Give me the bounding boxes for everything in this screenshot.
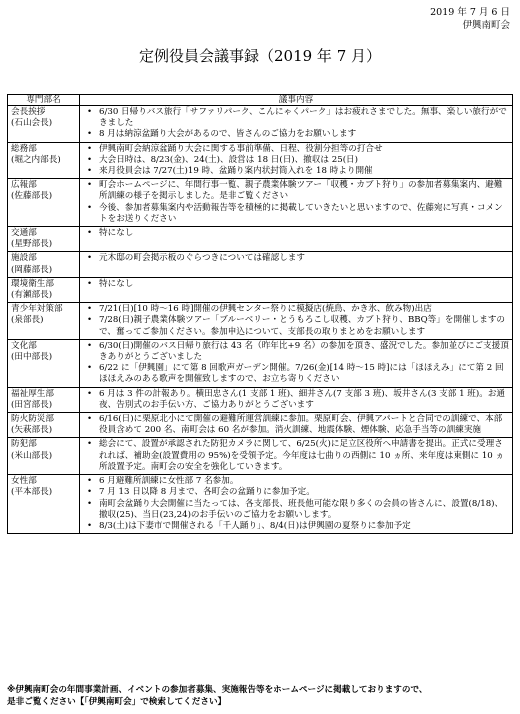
- department-head: (岡藤部長): [11, 264, 53, 275]
- department-name: 環境衛生部: [11, 278, 54, 289]
- department-cell: [8, 387, 80, 412]
- agenda-item: • 6/30 日帰りバス旅行「サファリパーク、こんにゃくパーク」はお疲れさまでした。無事、楽しい旅行ができました: [83, 107, 509, 129]
- department-head: (米山部長): [11, 450, 53, 461]
- agenda-item: • 大会日時は、8/23(金)、24(土)、設営は 18 日(日)、撤収は 25(日): [83, 155, 509, 166]
- agenda-item-list: [83, 476, 509, 532]
- department-name: 青少年対策部: [11, 304, 63, 315]
- agenda-item: • 町会ホームページに、年間行事一覧、親子農業体験ツアー「収穫・カブト狩り」の参加者募集案内、避難所訓練の様子を掲示しました。是非ご覧ください: [83, 180, 509, 202]
- table-row: [8, 106, 513, 143]
- department-name: 防犯部: [11, 439, 37, 450]
- agenda-item: • 7/28(日)親子農業体験ツアー「ブルーベリー・とうもろこし収穫、カブト狩り、BBQ等」を開催しますので、奮ってご参加ください。参加申込について、支部長の取りまとめをお願いします: [83, 315, 509, 337]
- agenda-item: • 今後、参加者募集案内や活動報告等を積極的に掲載していきたいと思いますので、佐藤宛に写真・コメントをお送りください: [83, 203, 509, 225]
- department-head: (平本部長): [11, 487, 53, 498]
- department-head: (堀之内部長): [11, 154, 61, 165]
- table-row: [8, 277, 513, 302]
- department-head: (佐藤部長): [11, 191, 53, 202]
- column-header-department: 専門部名: [8, 95, 80, 106]
- footer-note-line-2: 是非ご覧ください【「伊興南町会」で検索してください】: [7, 697, 227, 707]
- agenda-item: • 7 月 13 日以降 8 月まで、各町会の盆踊りに参加予定。: [83, 487, 509, 498]
- agenda-item-list: [83, 389, 509, 411]
- agenda-item: • 特になし: [83, 279, 509, 290]
- department-cell: [8, 339, 80, 387]
- document-header: [430, 6, 510, 32]
- department-name: 会長挨拶: [11, 107, 46, 117]
- table-row: [8, 227, 513, 252]
- department-head: (石山会長): [11, 118, 53, 129]
- agenda-item: • 8/3(土)は下妻市で開催される「千人踊り」、8/4(日)は伊興園の夏祭りに参加予定: [83, 521, 509, 532]
- department-cell: [8, 252, 80, 277]
- agenda-item-list: [83, 414, 509, 436]
- department-name: 総務部: [11, 143, 37, 154]
- agenda-content-cell: [80, 179, 513, 227]
- agenda-content-cell: [80, 106, 513, 143]
- agenda-content-cell: [80, 252, 513, 277]
- department-cell: [8, 179, 80, 227]
- department-head: (泉部長): [11, 315, 44, 326]
- department-head: (田宮部長): [11, 399, 53, 410]
- agenda-item: • 7/21(日)[10 時～16 時]開催の伊興センター祭りに模擬店(焼鳥、かき氷、飲み物)出店: [83, 304, 509, 315]
- department-head: (星野部長): [11, 239, 53, 250]
- agenda-item-list: [83, 228, 509, 239]
- table-header-row: [8, 95, 513, 106]
- department-cell: [8, 413, 80, 438]
- agenda-item-list: [83, 144, 509, 178]
- department-name: 広報部: [11, 180, 37, 191]
- department-cell: [8, 106, 80, 143]
- organization-name: 伊興南町会: [462, 20, 510, 31]
- table-row: [8, 438, 513, 475]
- agenda-item: • 8 月は納涼盆踊り大会があるので、皆さんのご協力をお願いします: [83, 129, 509, 140]
- agenda-content-cell: [80, 339, 513, 387]
- agenda-content-cell: [80, 227, 513, 252]
- column-header-content: 議事内容: [80, 95, 513, 106]
- department-cell: [8, 438, 80, 475]
- agenda-item-list: [83, 253, 509, 264]
- footer-note: [7, 684, 513, 708]
- agenda-item: • 南町会盆踊り大会開催に当たっては、各支部長、班長他可能な限り多くの会員の皆さんに、設置(8/18)、撤収(25)、当日(23,24)のお手伝いのご協力をお願いします。: [83, 499, 509, 521]
- department-cell: [8, 303, 80, 340]
- agenda-item: • 来月役員会は 7/27(土)19 時、盆踊り案内状封筒入れを 18 時より開催: [83, 166, 509, 177]
- department-name: 文化部: [11, 340, 37, 351]
- agenda-item: • 6/22 に「伊興園」にて第 8 回歌声ガーデン開催。7/26(金)[14 時～15 時]には「ほほえみ」にて第 2 回ほほえみのある歌声を開催致しますので、お立ち寄りください: [83, 363, 509, 385]
- department-cell: [8, 277, 80, 302]
- department-cell: [8, 475, 80, 534]
- agenda-item-list: [83, 304, 509, 338]
- agenda-content-cell: [80, 387, 513, 412]
- agenda-content-cell: [80, 142, 513, 179]
- table-row: [8, 413, 513, 438]
- department-name: 施設部: [11, 253, 37, 264]
- agenda-item: • 元木邸の町会掲示板のぐらつきについては確認します: [83, 253, 509, 264]
- department-name: 女性部: [11, 476, 37, 487]
- table-row: [8, 339, 513, 387]
- agenda-item: • 特になし: [83, 228, 509, 239]
- agenda-item-list: [83, 439, 509, 473]
- department-head: (有瀬部長): [11, 290, 53, 301]
- department-name: 防火防災部: [11, 414, 54, 425]
- document-date: 2019 年 7 月 6 日: [430, 7, 510, 18]
- agenda-item: • 6 月避難所訓練に女性部 7 名参加。: [83, 476, 509, 487]
- table-row: [8, 387, 513, 412]
- agenda-item: • 6/30(日)開催のバス日帰り旅行は 43 名（昨年比+9 名）の参加を頂き、盛況でした。参加並びにご支援頂きありがとうございました: [83, 341, 509, 363]
- agenda-item-list: [83, 107, 509, 141]
- table-row: [8, 142, 513, 179]
- agenda-item: • 伊興南町会納涼盆踊り大会に関する事前準備、日程、役割分担等の打合せ: [83, 144, 509, 155]
- agenda-item: • 総会にて、設置が承認された防犯カメラに関して、6/25(火)に足立区役所へ申請書を提出。正式に受理されれば、補助金(設置費用の 95%)を受領予定。今年度は七曲りの西側に 10 ヵ所、来年度は東側に 10 ヵ所設置予定。南町会の安全を強化していきます。: [83, 439, 509, 473]
- department-cell: [8, 227, 80, 252]
- agenda-item-list: [83, 341, 509, 386]
- agenda-item: • 6/16(日)に栗原北小にて開催の避難所運営訓練に参加。栗原町会、伊興アパートと合同での訓練で、本部役員含めて 200 名、南町会は 60 名が参加。消火訓練、地震体験、煙体験、応急手当等の訓練実施: [83, 414, 509, 436]
- table-row: [8, 475, 513, 534]
- footer-note-line-1: ※伊興南町会の年間事業計画、イベントの参加者募集、実施報告等をホームページに掲載しておりますので、: [7, 685, 428, 695]
- agenda-content-cell: [80, 277, 513, 302]
- agenda-content-cell: [80, 413, 513, 438]
- table-row: [8, 179, 513, 227]
- document-title: 定例役員会議事録（2019 年 7 月）: [138, 47, 382, 65]
- minutes-table-body: [8, 106, 513, 534]
- department-head: (田中部長): [11, 352, 53, 363]
- agenda-item-list: [83, 180, 509, 225]
- agenda-content-cell: [80, 303, 513, 340]
- department-head: (矢萩部長): [11, 425, 53, 436]
- department-cell: [8, 142, 80, 179]
- table-row: [8, 252, 513, 277]
- department-name: 福祉厚生部: [11, 388, 54, 399]
- table-row: [8, 303, 513, 340]
- agenda-item-list: [83, 279, 509, 290]
- minutes-table: [7, 94, 513, 534]
- agenda-content-cell: [80, 438, 513, 475]
- agenda-content-cell: [80, 475, 513, 534]
- agenda-item: • 6 月は 3 件の計報あり。横田忠さん(1 支部 1 班)、細井さん(7 支部 3 班)、坂井さん(3 支部 1 班)。お通夜、告別式のお手伝い方、ご協力ありがとうございます: [83, 389, 509, 411]
- department-name: 交通部: [11, 228, 37, 239]
